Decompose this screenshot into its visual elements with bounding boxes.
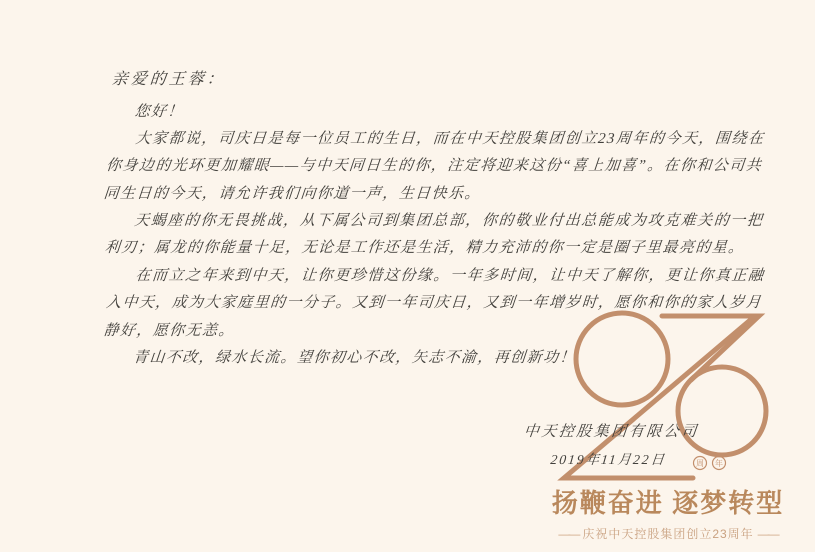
company-name: 中天控股集团有限公司 [522, 424, 700, 440]
anniversary-slogan: 扬鞭奋进 逐梦转型 [551, 489, 785, 518]
greeting: 您好！ [133, 104, 185, 120]
seal-nian-text: 年 [715, 459, 723, 468]
salutation: 亲爱的王蓉： [111, 71, 227, 88]
letter-date: 2019年11月22日 [549, 452, 667, 467]
tagline-text: 庆祝中天控股集团创立23周年 [582, 527, 754, 541]
paragraph-1: 大家都说，司庆日是每一位员工的生日，而在中天控股集团创立23周年的今天，围绕在你身边的光环更加耀眼——与中天同日生的你，注定将迎来这份“喜上加喜”。在你和公司共同生日的今天，请允许我们向你道一声，生日快乐。 [102, 131, 766, 202]
paragraph-4: 青山不改，绿水长流。望你初心不改，矢志不渝，再创新功！ [132, 349, 577, 366]
signature-block [499, 420, 720, 468]
tagline-dash-left: —— [558, 527, 579, 541]
paragraph-3: 在而立之年来到中天，让你更珍惜这份缘。一年多时间，让中天了解你，更让你真正融入中天，成为大家庭里的一分子。又到一年司庆日，又到一年增岁时，愿你和你的家人岁月静好，愿你无恙。 [102, 267, 766, 339]
anniversary-tagline [548, 525, 788, 542]
paragraph-2: 天蝎座的你无畏挑战，从下属公司到集团总部，你的敬业付出总能成为攻克难关的一把利刃；属龙的你能量十足，无论是工作还是生活，精力充沛的你一定是圈子里最亮的星。 [104, 213, 764, 257]
tagline-dash-right: —— [757, 527, 778, 541]
seal-zhou-text: 周 [696, 459, 704, 468]
letter-body [102, 99, 766, 372]
slogan-block [548, 483, 788, 542]
